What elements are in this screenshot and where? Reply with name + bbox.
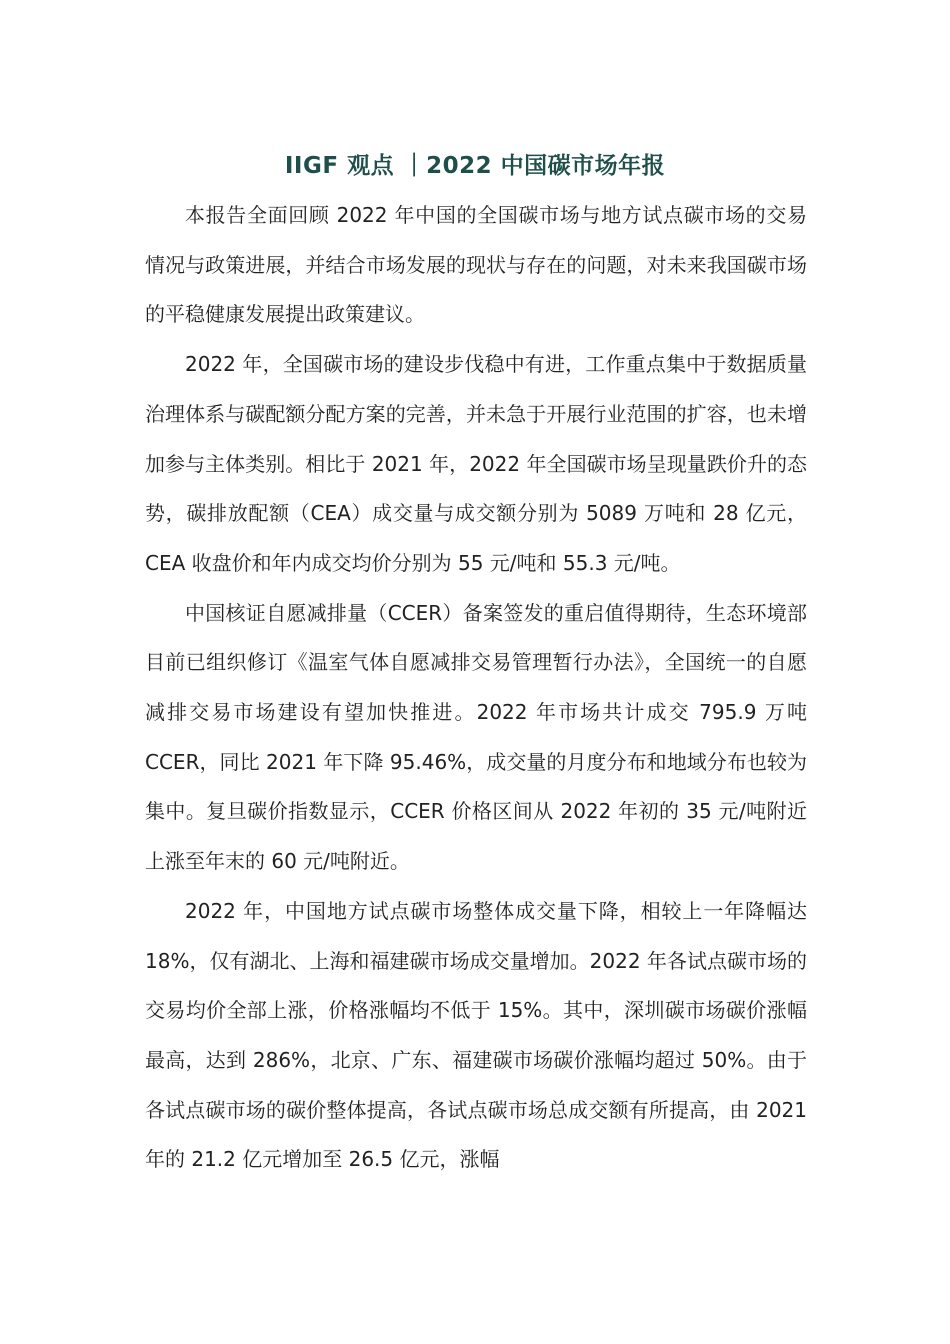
paragraph-national-market: 2022 年，全国碳市场的建设步伐稳中有进，工作重点集中于数据质量治理体系与碳配额分配方案的完善，并未急于开展行业范围的扩容，也未增加参与主体类别。相比于 2021 年，2022 年全国碳市场呈现量跌价升的态势，碳排放配额（CEA）成交量与成交额分别为 5089 万吨和 28 亿元，CEA 收盘价和年内成交均价分别为 55 元/吨和 55.3 元/吨。 — [145, 352, 807, 575]
paragraph-pilot-markets: 2022 年，中国地方试点碳市场整体成交量下降，相较上一年降幅达 18%，仅有湖北、上海和福建碳市场成交量增加。2022 年各试点碳市场的交易均价全部上涨，价格涨幅均不低于 15%。其中，深圳碳市场碳价涨幅最高，达到 286%，北京、广东、福建碳市场碳价涨幅均超过 50%。由于各试点碳市场的碳价整体提高，各试点碳市场总成交额有所提高，由 2021 年的 21.2 亿元增加至 26.5 亿元，涨幅 — [145, 898, 807, 1172]
paragraph-ccer: 中国核证自愿减排量（CCER）备案签发的重启值得期待，生态环境部目前已组织修订《温室气体自愿减排交易管理暂行办法》，全国统一的自愿减排交易市场建设有望加快推进。2022 年市场共计成交 795.9 万吨 CCER，同比 2021 年下降 95.46%，成交量的月度分布和地域分布也较为集中。复旦碳价指数显示，CCER 价格区间从 2022 年初的 35 元/吨附近上涨至年末的 60 元/吨附近。 — [145, 600, 807, 874]
document-body — [145, 191, 807, 1185]
document-title: IIGF 观点 ｜2022 中国碳市场年报 — [284, 153, 666, 179]
paragraph-summary: 本报告全面回顾 2022 年中国的全国碳市场与地方试点碳市场的交易情况与政策进展，并结合市场发展的现状与存在的问题，对未来我国碳市场的平稳健康发展提出政策建议。 — [145, 203, 807, 327]
